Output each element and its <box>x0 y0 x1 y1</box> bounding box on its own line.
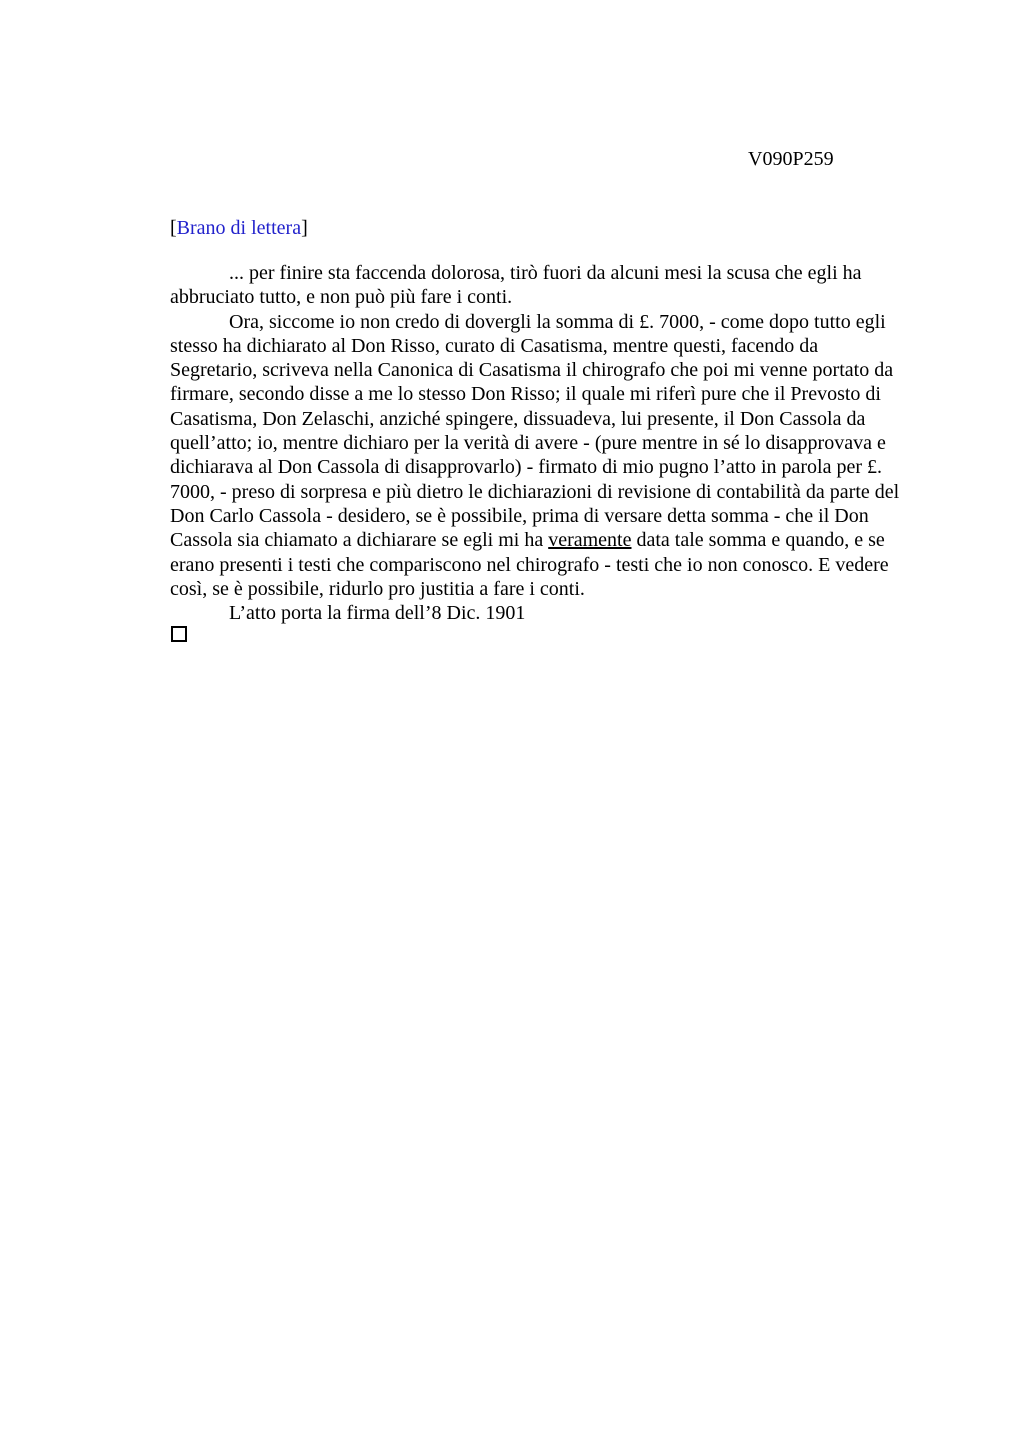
text-segment: stesso ha dichiarato al Don Risso, curato di Casatisma, mentre questi, facendo da <box>170 334 819 357</box>
text-segment: L’atto porta la firma dell’8 Dic. 1901 <box>229 602 526 625</box>
text-line <box>170 358 970 382</box>
text-segment: abbruciato tutto, e non può più fare i conti. <box>170 286 513 309</box>
text-segment: Don Carlo Cassola - desidero, se è possibile, prima di versare detta somma - che il Don <box>170 504 869 527</box>
text-segment: erano presenti i testi che compariscono nel chirografo - testi che io non conosco. E vedere <box>170 553 889 576</box>
document-code: V090P259 <box>748 148 834 170</box>
text-line <box>170 261 970 285</box>
empty-square-glyph <box>171 626 187 642</box>
text-segment: quell’atto; io, mentre dichiaro per la verità di avere - (pure mentre in sé lo disapprovava e <box>170 432 886 455</box>
underlined-text: veramente <box>548 529 632 552</box>
text-line <box>170 553 970 577</box>
text-segment: Segretario, scriveva nella Canonica di Casatisma il chirografo che poi mi venne portato da <box>170 359 894 382</box>
text-line <box>170 382 970 406</box>
text-line <box>170 334 970 358</box>
text-segment: dichiarava al Don Cassola di disapprovarlo) - firmato di mio pugno l’atto in parola per £. <box>170 456 883 479</box>
text-line <box>170 480 970 504</box>
text-line <box>170 310 970 334</box>
text-segment: 7000, - preso di sorpresa e più dietro le dichiarazioni di revisione di contabilità da parte del <box>170 480 900 503</box>
text-line <box>170 528 970 552</box>
text-segment: data tale somma e quando, e se <box>631 529 885 552</box>
text-segment: così, se è possibile, ridurlo pro justitia a fare i conti. <box>170 577 585 600</box>
text-segment: firmare, secondo disse a me lo stesso Don Risso; il quale mi riferì pure che il Prevosto di <box>170 383 881 406</box>
title-bracket-open: [ <box>170 217 177 239</box>
text-segment: Cassola sia chiamato a dichiarare se egli mi ha <box>170 529 549 552</box>
text-line <box>170 407 970 431</box>
text-segment: Casatisma, Don Zelaschi, anziché spingere, dissuadeva, lui presente, il Don Cassola da <box>170 407 866 430</box>
text-line <box>170 285 970 309</box>
letter-title <box>170 216 308 240</box>
title-text: Brano di lettera <box>176 217 302 239</box>
text-segment: Ora, siccome io non credo di dovergli la somma di £. 7000, - come dopo tutto egli <box>229 310 886 333</box>
text-line <box>170 601 970 625</box>
text-line <box>170 431 970 455</box>
text-segment: ... per finire sta faccenda dolorosa, tirò fuori da alcuni mesi la scusa che egli ha <box>229 262 862 284</box>
text-line <box>170 577 970 601</box>
title-bracket-close: ] <box>301 217 308 239</box>
letter-body <box>170 261 970 625</box>
text-line <box>170 504 970 528</box>
text-line <box>170 455 970 479</box>
